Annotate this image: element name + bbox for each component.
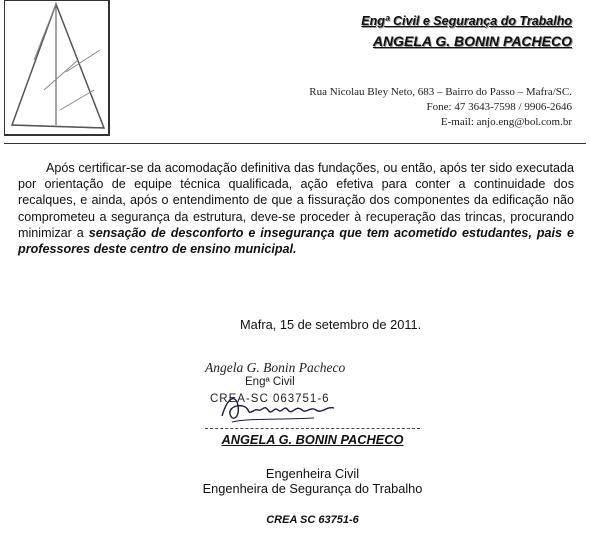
header-email: E-mail: anjo.eng@bol.com.br [440, 116, 572, 128]
stamp-title: Engª Civil [245, 376, 295, 388]
paragraph-emphasis: sensação de desconforto e insegurança que tem acometido estudantes, pais e professores deste centro de ensino municipal. [18, 225, 574, 257]
date-line: Mafra, 15 de setembro de 2011. [240, 317, 422, 332]
header-divider [4, 143, 586, 144]
body-paragraph [18, 160, 574, 257]
header-address: Rua Nicolau Bley Neto, 683 – Bairro do Passo – Mafra/SC. [309, 86, 572, 98]
signatory-crea: CREA SC 63751-6 [266, 514, 359, 526]
header-name: ANGELA G. BONIN PACHECO [372, 33, 572, 49]
signatory-name: ANGELA G. BONIN PACHECO [221, 432, 404, 447]
company-logo [4, 0, 114, 142]
signatory-role-civil: Engenheira Civil [265, 466, 360, 481]
signatory-role-safety: Engenheira de Segurança do Trabalho [202, 481, 423, 496]
stamp-name: Angela G. Bonin Pacheco [205, 360, 346, 375]
handwritten-signature [218, 388, 338, 428]
header-profession: Engª Civil e Segurança do Trabalho [361, 14, 572, 28]
paragraph-text: Após certificar-se da acomodação definitiva das fundações, ou então, após ter sido executada por orientação de equipe técnica qualificada, ação efetiva para conter a continuidade dos recalques, e ainda, após o entendimento de que a fissuração dos componentes da edificação não comprometeu a segurança da estrutura, deve-se proceder à recuperação das trincas, procurando minimizar a [18, 161, 574, 240]
signature-line [205, 428, 420, 429]
stamp-crea: CREA-SC 063751-6 [210, 393, 330, 405]
header-phone: Fone: 47 3643-7598 / 9906-2646 [426, 101, 572, 113]
